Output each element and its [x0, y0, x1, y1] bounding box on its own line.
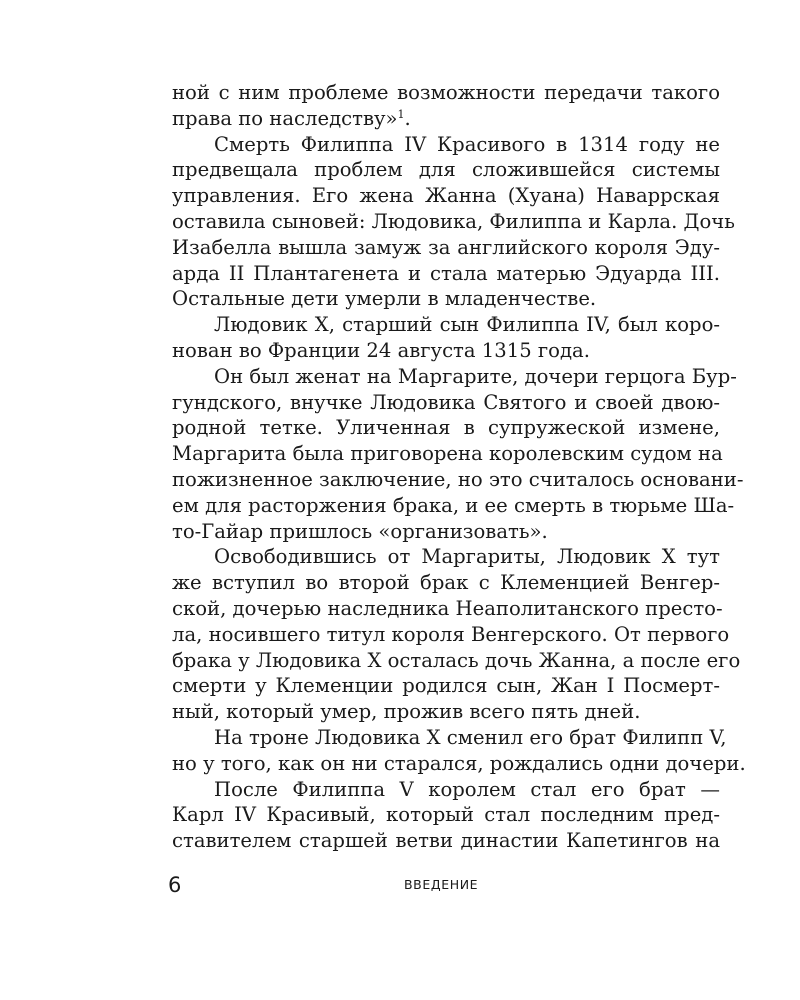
text-line: управления. Его жена Жанна (Хуана) Наваррская — [172, 184, 720, 208]
text-line: брака у Людовика X осталась дочь Жанна, а после его — [172, 648, 741, 672]
text-line: Он был женат на Маргарите, дочери герцога Бур- — [214, 364, 737, 388]
footnote-reference[interactable]: 1 — [397, 107, 405, 121]
text-line: предвещала проблем для сложившейся системы — [172, 158, 720, 182]
text-line: смерти у Клеменции родился сын, Жан I Посмерт- — [172, 674, 720, 698]
text-line: ла, носившего титул короля Венгерского. От первого — [172, 622, 730, 646]
text-line: арда II Плантагенета и стала матерью Эдуарда III. — [172, 261, 720, 285]
paragraph — [172, 544, 741, 725]
text-line: Освободившись от Маргариты, Людовик X тут — [214, 545, 720, 569]
paragraph — [172, 132, 735, 313]
text-line-tail: . — [404, 106, 411, 130]
paragraph — [172, 725, 746, 777]
body-text — [172, 80, 746, 854]
text-line: Карл IV Красивый, который стал последним пред- — [172, 803, 720, 827]
text-line: Маргарита была приговорена королевским судом на — [172, 442, 723, 466]
text-line — [172, 106, 720, 132]
text-line: Смерть Филиппа IV Красивого в 1314 году не — [214, 132, 720, 156]
text-line: ной с ним проблеме возможности передачи такого — [172, 81, 720, 104]
text-line: ской, дочерью наследника Неаполитанского престо- — [172, 596, 723, 620]
text-line: гундского, внучке Людовика Святого и своей двою- — [172, 390, 720, 414]
text-line: но у того, как он ни старался, рождались одни дочери. — [172, 751, 746, 775]
text-line-content: права по наследству» — [172, 106, 398, 130]
text-line: ем для расторжения брака, и ее смерть в тюрьме Ша- — [172, 493, 735, 517]
text-line: На троне Людовика X сменил его брат Филипп V, — [214, 725, 727, 749]
text-line: ставителем старшей ветви династии Капетингов на — [172, 829, 720, 853]
page-number: 6 — [168, 873, 182, 897]
paragraph — [172, 312, 720, 364]
text-line: Изабелла вышла замуж за английского короля Эду- — [172, 235, 720, 259]
text-line: родной тетке. Уличенная в супружеской измене, — [172, 416, 720, 440]
text-line: то-Гайар пришлось «организовать». — [172, 519, 548, 543]
text-line: нован во Франции 24 августа 1315 года. — [172, 338, 590, 362]
text-line: ный, который умер, прожив всего пять дней. — [172, 700, 641, 724]
text-line: пожизненное заключение, но это считалось основани- — [172, 467, 744, 491]
text-line: же вступил во второй брак с Клеменцией Венгер- — [172, 571, 720, 595]
text-line: После Филиппа V королем стал его брат — — [214, 777, 720, 801]
paragraph — [172, 80, 720, 132]
running-footer-section-title: ВВЕДЕНИЕ — [404, 877, 479, 892]
paragraph — [172, 777, 720, 854]
text-line: Людовик X, старший сын Филиппа IV, был коро- — [214, 313, 720, 337]
text-line: Остальные дети умерли в младенчестве. — [172, 287, 597, 311]
text-line: оставила сыновей: Людовика, Филиппа и Карла. Дочь — [172, 209, 735, 233]
paragraph — [172, 364, 744, 545]
